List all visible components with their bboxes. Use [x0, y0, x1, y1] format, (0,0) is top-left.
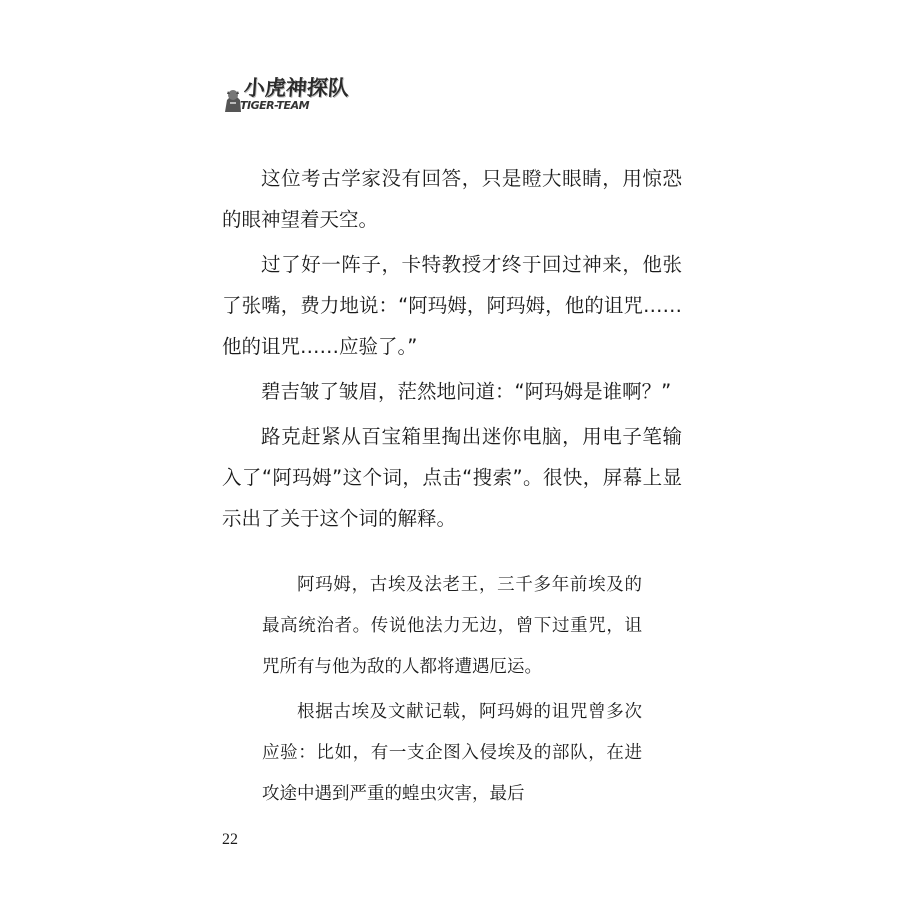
- series-title: 小虎神探队: [243, 76, 350, 100]
- excerpt-paragraph: 根据古埃及文献记载，阿玛姆的诅咒曾多次应验：比如，有一支企图入侵埃及的部队，在进攻途中遇到严重的蝗虫灾害，最后: [262, 702, 642, 804]
- narrative-paragraph: 过了好一阵子，卡特教授才终于回过神来，他张了张嘴，费力地说：“阿玛姆，阿玛姆，他的诅咒……他的诅咒……应验了。”: [222, 253, 682, 358]
- narrative-text: [222, 158, 682, 543]
- series-logo: [222, 70, 367, 125]
- narrative-paragraph: 碧吉皱了皱眉，茫然地问道：“阿玛姆是谁啊？”: [261, 380, 672, 403]
- page-number: 22: [222, 831, 238, 848]
- narrative-paragraph: 路克赶紧从百宝箱里掏出迷你电脑，用电子笔输入了“阿玛姆”这个词，点击“搜索”。很快，屏幕上显示出了关于这个词的解释。: [222, 425, 682, 530]
- narrative-paragraph: 这位考古学家没有回答，只是瞪大眼睛，用惊恐的眼神望着天空。: [222, 167, 682, 231]
- search-result-excerpt: [262, 565, 642, 819]
- series-subtitle: TIGER-TEAM: [240, 99, 310, 112]
- excerpt-paragraph: 阿玛姆，古埃及法老王，三千多年前埃及的最高统治者。传说他法力无边，曾下过重咒，诅咒所有与他为敌的人都将遭遇厄运。: [262, 575, 642, 677]
